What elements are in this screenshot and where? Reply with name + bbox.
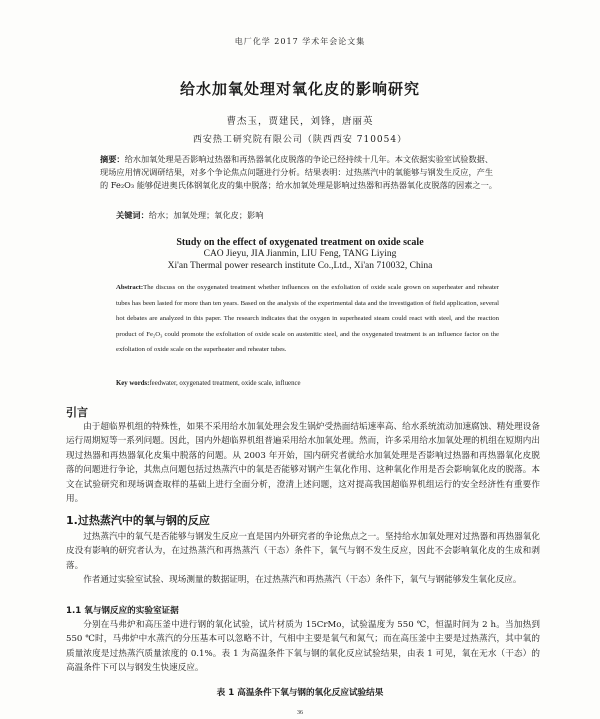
section11-heading: 1.1 氧与钢反应的实验室证据 [66, 606, 179, 616]
zh-keywords-text: 给水；加氧处理；氧化皮；影响 [148, 210, 264, 220]
en-affiliation: Xi'an Thermal power research institute Co.,Ltd., Xi'an 710032, China [167, 261, 433, 271]
en-authors: CAO Jieyu, JIA Jianmin, LIU Feng, TANG Liying [203, 249, 397, 259]
section1-heading: 1.过热蒸汽中的氧与钢的反应 [66, 514, 210, 527]
section1-paragraph1: 过热蒸汽中的氧气是否能够与钢发生反应一直是国内外研究者的争论焦点之一。坚持给水加氧处理对过热器和再热器氧化皮没有影响的研究者认为，在过热蒸汽和再热蒸汽（干态）条件下，氧气与钢不发生反应，因此不会影响氧化皮的生成和剥落。 [66, 532, 540, 571]
section1-paragraph2: 作者通过实验室试验、现场测量的数据证明，在过热蒸汽和再热蒸汽（干态）条件下，氧气与钢能够发生氧化反应。 [83, 575, 522, 585]
zh-abstract-text: 给水加氧处理是否影响过热器和再热器氧化皮脱落的争论已经持续十几年。本文依据实验室试验数据、现场应用情况调研结果，对多个争论焦点问题进行分析。结果表明：过热蒸汽中的氧能够与钢发生反应，产生的 Fe₂O₃ 能够促进奥氏体钢氧化皮的集中脱落；给水加氧处理是影响过热器和再热器氧化皮脱落的因素之一。 [100, 154, 497, 191]
page-number: 36 [297, 710, 303, 716]
en-abstract-label: Abstract: [116, 284, 144, 291]
en-keywords [116, 380, 499, 387]
en-keywords-text: feedwater, oxygenated treatment, oxide scale, influence [149, 380, 301, 387]
zh-abstract-label: 摘要： [100, 154, 125, 164]
zh-abstract [100, 153, 500, 193]
section11-paragraph: 分别在马弗炉和高压釜中进行钢的氧化试验，试片材质为 15CrMo，试验温度为 550 ℃，恒温时间为 2 h。当加热到 550 ℃时，马弗炉中水蒸汽的分压基本可以忽略不计，气相中主要是氧气和氮气；而在高压釜中主要是过热蒸汽，其中氧的质量浓度是过热蒸汽质量浓度的 0.1%。表 1 为高温条件下氧与钢的氧化反应试验结果，由表 1 可见，氧在无水（干态）的高温条件下可以与钢发生快速反应。 [66, 620, 540, 674]
zh-keywords [116, 210, 506, 221]
intro-paragraph: 由于超临界机组的特殊性，如果不采用给水加氧处理会发生锅炉受热面结垢速率高、给水系统流动加速腐蚀、精处理设备运行周期短等一系列问题。因此，国内外超临界机组普遍采用给水加氧处理。然而，许多采用给水加氧处理的机组在短期内出现过热器和再热器氧化皮集中脱落的问题。从 2003 年开始，国内研究者就给水加氧处理是否影响过热器和再热器氧化皮脱落的问题进行争论，其焦点问题包括过热蒸汽中的氧是否能够对钢产生氧化作用、这种氧化作用是否会影响氧化皮的脱落。本文在试验研究和现场调查取样的基础上进行全面分析，澄清上述问题，这对提高我国超临界机组运行的安全经济性有重要作用。 [66, 422, 540, 505]
en-abstract [116, 280, 499, 358]
zh-keywords-label: 关键词： [116, 210, 149, 220]
table1-caption: 表 1 高温条件下氧与钢的氧化反应试验结果 [216, 688, 384, 698]
paper-title: 给水加氧处理对氧化皮的影响研究 [179, 80, 420, 98]
en-keywords-label: Key words: [116, 380, 150, 387]
authors: 曹杰玉，贾建民，刘锋，唐丽英 [226, 116, 374, 127]
affiliation: 西安热工研究院有限公司（陕西西安 710054） [192, 135, 408, 145]
en-abstract-text: The discuss on the oxygenated treatment whether influences on the exfoliation of oxide scale grown on superheater and reheater tubes has been lasted for more than ten years. Based on the analysis of the experimental data and the investigation of field application, several hot debates are analyzed in this paper. The research indicates that the oxygen in superheated steam could react with steel, and the reaction product of Fe₂O₃ could promote the exfoliation of oxide scale on austenitic steel, and the oxygenated treatment is an influence factor on the exfoliation of oxide scale on the superheater and reheater tubes. [116, 284, 499, 353]
en-title: Study on the effect of oxygenated treatment on oxide scale [176, 237, 424, 248]
intro-heading: 引言 [66, 406, 88, 419]
running-header: 电厂化学 2017 学术年会论文集 [234, 37, 366, 46]
